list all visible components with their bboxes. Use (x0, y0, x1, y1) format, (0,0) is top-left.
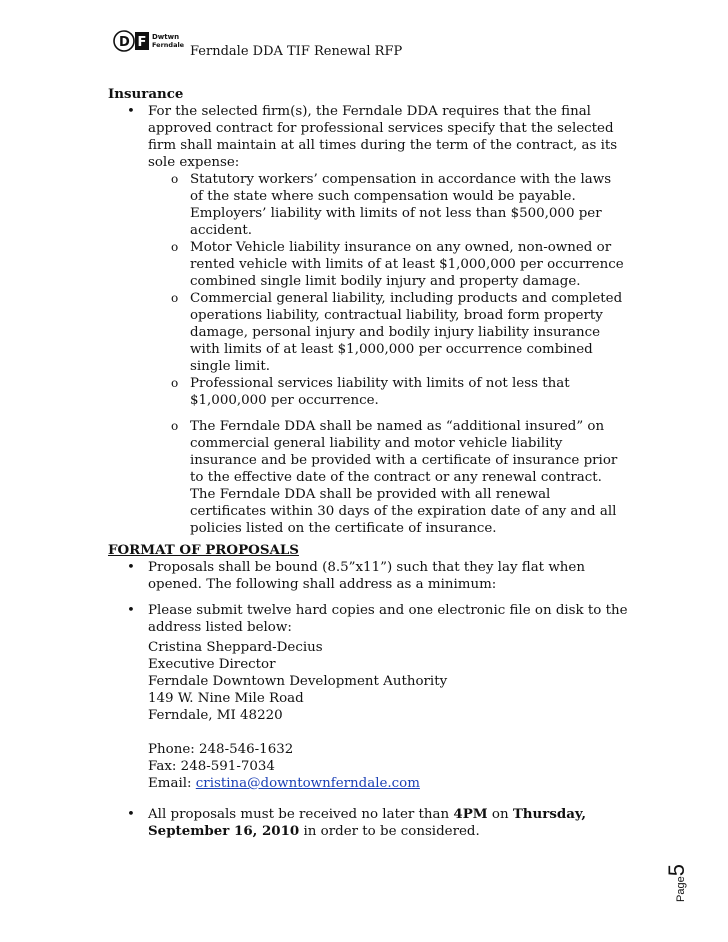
format-heading: FORMAT OF PROPOSALS (108, 542, 299, 558)
insurance-item-workers-comp: Statutory workers’ compensation in accordance with the laws of the state where such compensation would be payable. Employers’ liability with limits of not less than $500,000 per accident. (190, 172, 612, 238)
spacer (148, 724, 628, 741)
insurance-additional-insured: The Ferndale DDA shall be named as “additional insured” on commercial general liability and motor vehicle liability insurance and be provided with a certificate of insurance prior to the effective date of the contract or any renewal contract. The Ferndale DDA shall be provided with all renewal certificates within 30 days of the expiration date of any and all policies listed on the certificate of insurance. (190, 419, 618, 536)
insurance-heading: Insurance (108, 86, 184, 102)
contact-city: Ferndale, MI 48220 (148, 708, 283, 723)
page-label: Page (675, 876, 687, 902)
page-number-footer (664, 852, 689, 912)
document-header (108, 26, 408, 59)
deadline-part-1: All proposals must be received no later than (148, 807, 454, 822)
format-bound-requirement: Proposals shall be bound (8.5”x11”) such that they lay flat when opened. The following shall address as a minimum: (148, 560, 585, 592)
deadline-time: 4PM (453, 806, 488, 822)
bullet-icon: • (127, 104, 135, 119)
contact-fax: Fax: 248-591-7034 (148, 759, 275, 774)
mailing-address (148, 639, 628, 792)
list-item (148, 290, 628, 375)
bullet-icon: • (127, 807, 135, 822)
list-item (108, 806, 628, 840)
list-item (108, 559, 628, 593)
insurance-sublist (148, 171, 628, 537)
document-body (108, 86, 628, 840)
insurance-item-general-liability: Commercial general liability, including products and completed operations liability, contractual liability, broad form property damage, personal injury and bodily injury liability insurance with limits of at least $1,000,000 per occurrence combined single limit. (190, 291, 623, 374)
list-item (148, 239, 628, 290)
circle-bullet-icon: o (171, 240, 179, 254)
circle-bullet-icon: o (171, 419, 179, 433)
insurance-item-professional: Professional services liability with limits of not less that $1,000,000 per occurrence. (190, 376, 570, 408)
email-label: Email: (148, 776, 196, 791)
contact-street: 149 W. Nine Mile Road (148, 691, 304, 706)
svg-text:Dwtwn: Dwtwn (152, 33, 180, 41)
deadline-part-2: on (487, 807, 513, 822)
insurance-intro: For the selected firm(s), the Ferndale DDA requires that the final approved contract for professional services specify that the selected firm shall maintain at all times during the term of the contract, as its sole expense: (148, 104, 618, 170)
circle-bullet-icon: o (171, 291, 179, 305)
spacer (108, 792, 628, 806)
deadline-date: Thursday, September 16, 2010 (148, 806, 587, 839)
contact-name: Cristina Sheppard-Decius (148, 640, 323, 655)
format-list (108, 559, 628, 840)
contact-phone: Phone: 248-546-1632 (148, 742, 294, 757)
list-item (108, 602, 628, 792)
email-link[interactable]: cristina@downtownferndale.com (195, 776, 420, 791)
bullet-icon: • (127, 603, 135, 618)
page-number: 5 (664, 864, 689, 877)
circle-bullet-icon: o (171, 172, 179, 186)
svg-text:D: D (119, 35, 130, 50)
contact-email-line (148, 775, 628, 792)
list-item (108, 103, 628, 537)
spacer (148, 409, 628, 418)
svg-text:Ferndale: Ferndale (152, 41, 185, 49)
spacer (108, 593, 628, 602)
bullet-icon: • (127, 560, 135, 575)
format-submit-instructions: Please submit twelve hard copies and one electronic file on disk to the address listed below: (148, 603, 628, 635)
list-item (148, 418, 628, 537)
contact-organization: Ferndale Downtown Development Authority (148, 674, 448, 689)
insurance-list (108, 103, 628, 537)
contact-title: Executive Director (148, 657, 276, 672)
dwtwn-ferndale-logo (108, 28, 190, 54)
deadline-text (148, 807, 586, 839)
circle-bullet-icon: o (171, 376, 179, 390)
header-title: Ferndale DDA TIF Renewal RFP (190, 44, 403, 59)
list-item (148, 171, 628, 239)
list-item (148, 375, 628, 409)
insurance-item-motor-vehicle: Motor Vehicle liability insurance on any owned, non-owned or rented vehicle with limits of at least $1,000,000 per occurrence combined single limit bodily injury and property damage. (190, 240, 624, 289)
deadline-part-3: in order to be considered. (299, 824, 480, 839)
svg-text:F: F (137, 35, 147, 50)
